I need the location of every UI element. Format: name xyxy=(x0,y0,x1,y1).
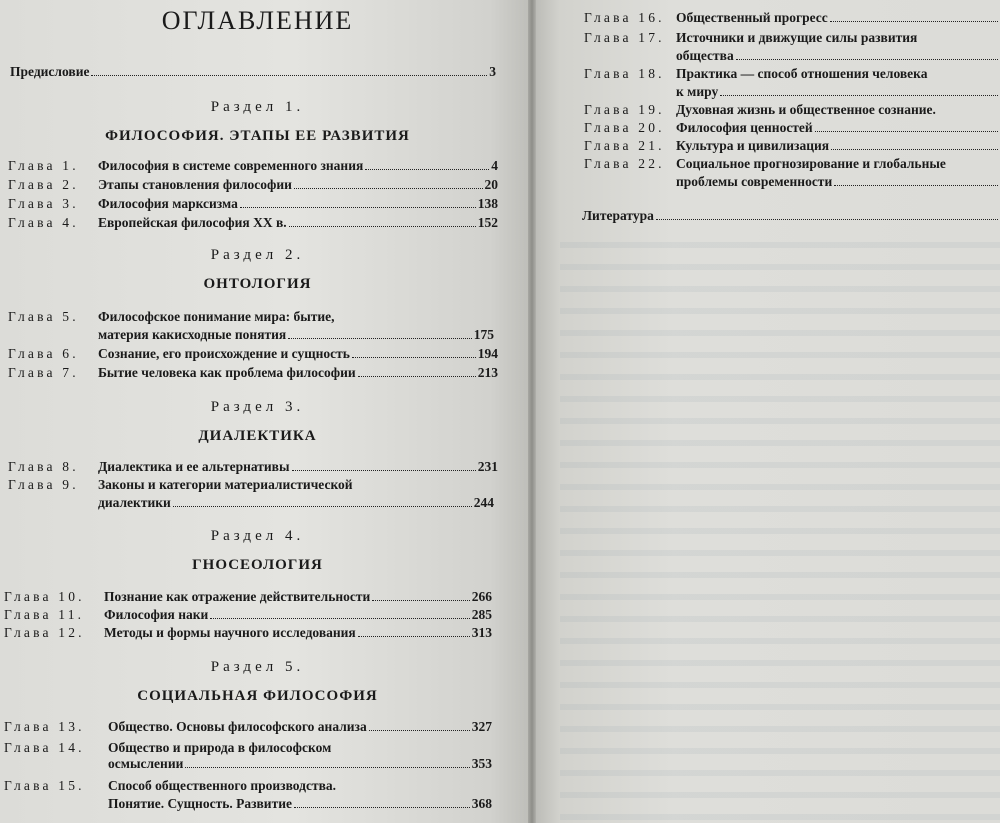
chapter-name-continuation xyxy=(98,495,494,511)
chapter-prefix: Глава 4. xyxy=(8,215,79,230)
chapter-entry xyxy=(8,177,498,193)
page-number: 20 xyxy=(484,177,498,192)
chapter-name: Сознание, его происхождение и сущность xyxy=(98,346,350,361)
chapter-entry xyxy=(8,196,498,212)
chapter-prefix: Глава 7. xyxy=(8,365,79,380)
chapter-name-continuation xyxy=(108,756,492,772)
page-number: 194 xyxy=(477,346,498,361)
chapter-entry xyxy=(8,215,498,231)
chapter-entry xyxy=(8,158,498,174)
chapter-name: Познание как отражение действительности xyxy=(104,589,371,604)
section-title: ОНТОЛОГИЯ xyxy=(203,276,312,292)
chapter-prefix: Глава 14. xyxy=(4,740,85,755)
chapter-entry xyxy=(4,589,492,605)
show-through-texture xyxy=(560,230,1000,820)
chapter-entry xyxy=(584,102,1000,118)
section-label: Раздел 2. xyxy=(210,247,305,263)
chapter-prefix: Глава 11. xyxy=(4,607,85,622)
chapter-name: Практика — способ отношения человека xyxy=(676,66,928,81)
section-label: Раздел 1. xyxy=(210,99,305,115)
chapter-entry xyxy=(8,459,498,475)
chapter-name: Философия марксизма xyxy=(98,196,238,211)
leader-dots xyxy=(210,618,469,619)
chapter-name-continuation xyxy=(676,174,1000,190)
section-label: Раздел 3. xyxy=(210,399,305,415)
chapter-name: Социальное прогнозирование и глобальные xyxy=(676,156,946,171)
page-title: ОГЛАВЛЕНИЕ xyxy=(161,6,354,35)
page-number: 327 xyxy=(471,719,492,734)
leader-dots xyxy=(288,338,472,339)
leader-dots xyxy=(358,636,470,637)
leader-dots xyxy=(834,185,998,186)
section-label: Раздел 5. xyxy=(210,659,305,675)
page-number: 313 xyxy=(471,625,492,640)
literature-entry xyxy=(582,208,1000,224)
leader-dots xyxy=(720,95,998,96)
chapter-name: Духовная жизнь и общественное сознание. xyxy=(676,102,936,117)
chapter-name: Философия в системе современного знания xyxy=(98,158,364,173)
leader-dots xyxy=(352,357,476,358)
chapter-name-line2: материя какисходные понятия xyxy=(98,327,287,342)
chapter-name: Диалектика и ее альтернативы xyxy=(98,459,290,474)
leader-dots xyxy=(372,600,469,601)
page-number: 353 xyxy=(471,756,492,771)
page-number: 244 xyxy=(473,495,494,510)
leader-dots xyxy=(289,226,476,227)
chapter-prefix: Глава 22. xyxy=(584,156,665,171)
chapter-entry xyxy=(4,625,492,641)
section-title: СОЦИАЛЬНАЯ ФИЛОСОФИЯ xyxy=(137,688,378,704)
leader-dots xyxy=(294,807,470,808)
chapter-prefix: Глава 17. xyxy=(584,30,665,45)
chapter-prefix: Глава 13. xyxy=(4,719,85,734)
chapter-entry xyxy=(8,477,498,493)
chapter-prefix: Глава 18. xyxy=(584,66,665,81)
section-title: ГНОСЕОЛОГИЯ xyxy=(192,557,323,573)
page-number: 152 xyxy=(477,215,498,230)
chapter-name: Общественный прогресс xyxy=(676,10,828,25)
chapter-entry xyxy=(4,740,492,756)
chapter-name-line2: проблемы современности xyxy=(676,174,833,189)
leader-dots xyxy=(240,207,476,208)
chapter-prefix: Глава 1. xyxy=(8,158,79,173)
chapter-entry xyxy=(584,138,1000,154)
chapter-name: Общество. Основы философского анализа xyxy=(108,719,367,734)
section-label: Раздел 4. xyxy=(210,528,305,544)
chapter-prefix: Глава 3. xyxy=(8,196,79,211)
preface-label: Предисловие xyxy=(10,64,90,79)
chapter-entry xyxy=(8,365,498,381)
chapter-prefix: Глава 5. xyxy=(8,309,79,324)
chapter-name: Способ общественного производства. xyxy=(108,778,336,793)
preface-entry xyxy=(10,64,496,80)
chapter-name: Европейская философия XX в. xyxy=(98,215,287,230)
chapter-name-continuation xyxy=(108,796,492,812)
book-spine xyxy=(528,0,536,823)
page-number: 213 xyxy=(477,365,498,380)
page-number: 285 xyxy=(471,607,492,622)
section-title: ДИАЛЕКТИКА xyxy=(198,428,317,444)
chapter-prefix: Глава 6. xyxy=(8,346,79,361)
chapter-prefix: Глава 12. xyxy=(4,625,85,640)
chapter-name: Этапы становления философии xyxy=(98,177,292,192)
chapter-name: Законы и категории материалистической xyxy=(98,477,353,492)
leader-dots xyxy=(185,767,469,768)
chapter-name-continuation xyxy=(676,48,1000,64)
chapter-prefix: Глава 9. xyxy=(8,477,79,492)
leader-dots xyxy=(656,219,998,220)
page-number: 138 xyxy=(477,196,498,211)
chapter-entry xyxy=(584,66,1000,82)
chapter-name-continuation xyxy=(676,84,1000,100)
literature-label: Литература xyxy=(582,208,654,223)
chapter-prefix: Глава 10. xyxy=(4,589,85,604)
chapter-entry xyxy=(584,120,1000,136)
leader-dots xyxy=(815,131,998,132)
chapter-prefix: Глава 16. xyxy=(584,10,665,25)
page-number: 266 xyxy=(471,589,492,604)
chapter-name: Философское понимание мира: бытие, xyxy=(98,309,335,324)
chapter-name-line2: к миру xyxy=(676,84,719,99)
leader-dots xyxy=(91,75,487,76)
chapter-name: Философия наки xyxy=(104,607,209,622)
chapter-name-continuation xyxy=(98,327,494,343)
chapter-entry xyxy=(4,607,492,623)
leader-dots xyxy=(736,59,998,60)
chapter-name: Источники и движущие силы развития xyxy=(676,30,918,45)
chapter-prefix: Глава 8. xyxy=(8,459,79,474)
chapter-name-line2: диалектики xyxy=(98,495,171,510)
chapter-entry xyxy=(584,10,1000,26)
chapter-prefix: Глава 21. xyxy=(584,138,665,153)
chapter-name: Культура и цивилизация xyxy=(676,138,830,153)
chapter-entry xyxy=(8,309,498,325)
chapter-name-line2: общества xyxy=(676,48,734,63)
chapter-name: Бытие человека как проблема философии xyxy=(98,365,356,380)
leader-dots xyxy=(292,470,476,471)
leader-dots xyxy=(830,21,998,22)
chapter-entry xyxy=(8,346,498,362)
chapter-entry xyxy=(584,30,1000,46)
chapter-entry xyxy=(584,156,1000,172)
page-number: 175 xyxy=(473,327,494,342)
leader-dots xyxy=(365,169,489,170)
chapter-name-line2: Понятие. Сущность. Развитие xyxy=(108,796,292,811)
page-number: 368 xyxy=(471,796,492,811)
leader-dots xyxy=(294,188,483,189)
page-number: 231 xyxy=(477,459,498,474)
chapter-entry xyxy=(4,719,492,735)
leader-dots xyxy=(358,376,476,377)
chapter-prefix: Глава 20. xyxy=(584,120,665,135)
chapter-prefix: Глава 15. xyxy=(4,778,85,793)
section-title: ФИЛОСОФИЯ. ЭТАПЫ ЕЕ РАЗВИТИЯ xyxy=(105,128,410,144)
chapter-entry xyxy=(4,778,492,794)
page-number: 4 xyxy=(491,158,498,173)
chapter-name: Общество и природа в философском xyxy=(108,740,332,755)
leader-dots xyxy=(173,506,472,507)
page-number: 3 xyxy=(489,64,496,79)
chapter-prefix: Глава 2. xyxy=(8,177,79,192)
leader-dots xyxy=(369,730,470,731)
chapter-prefix: Глава 19. xyxy=(584,102,665,117)
chapter-name: Философия ценностей xyxy=(676,120,813,135)
leader-dots xyxy=(831,149,998,150)
chapter-name-line2: осмыслении xyxy=(108,756,184,771)
chapter-name: Методы и формы научного исследования xyxy=(104,625,356,640)
